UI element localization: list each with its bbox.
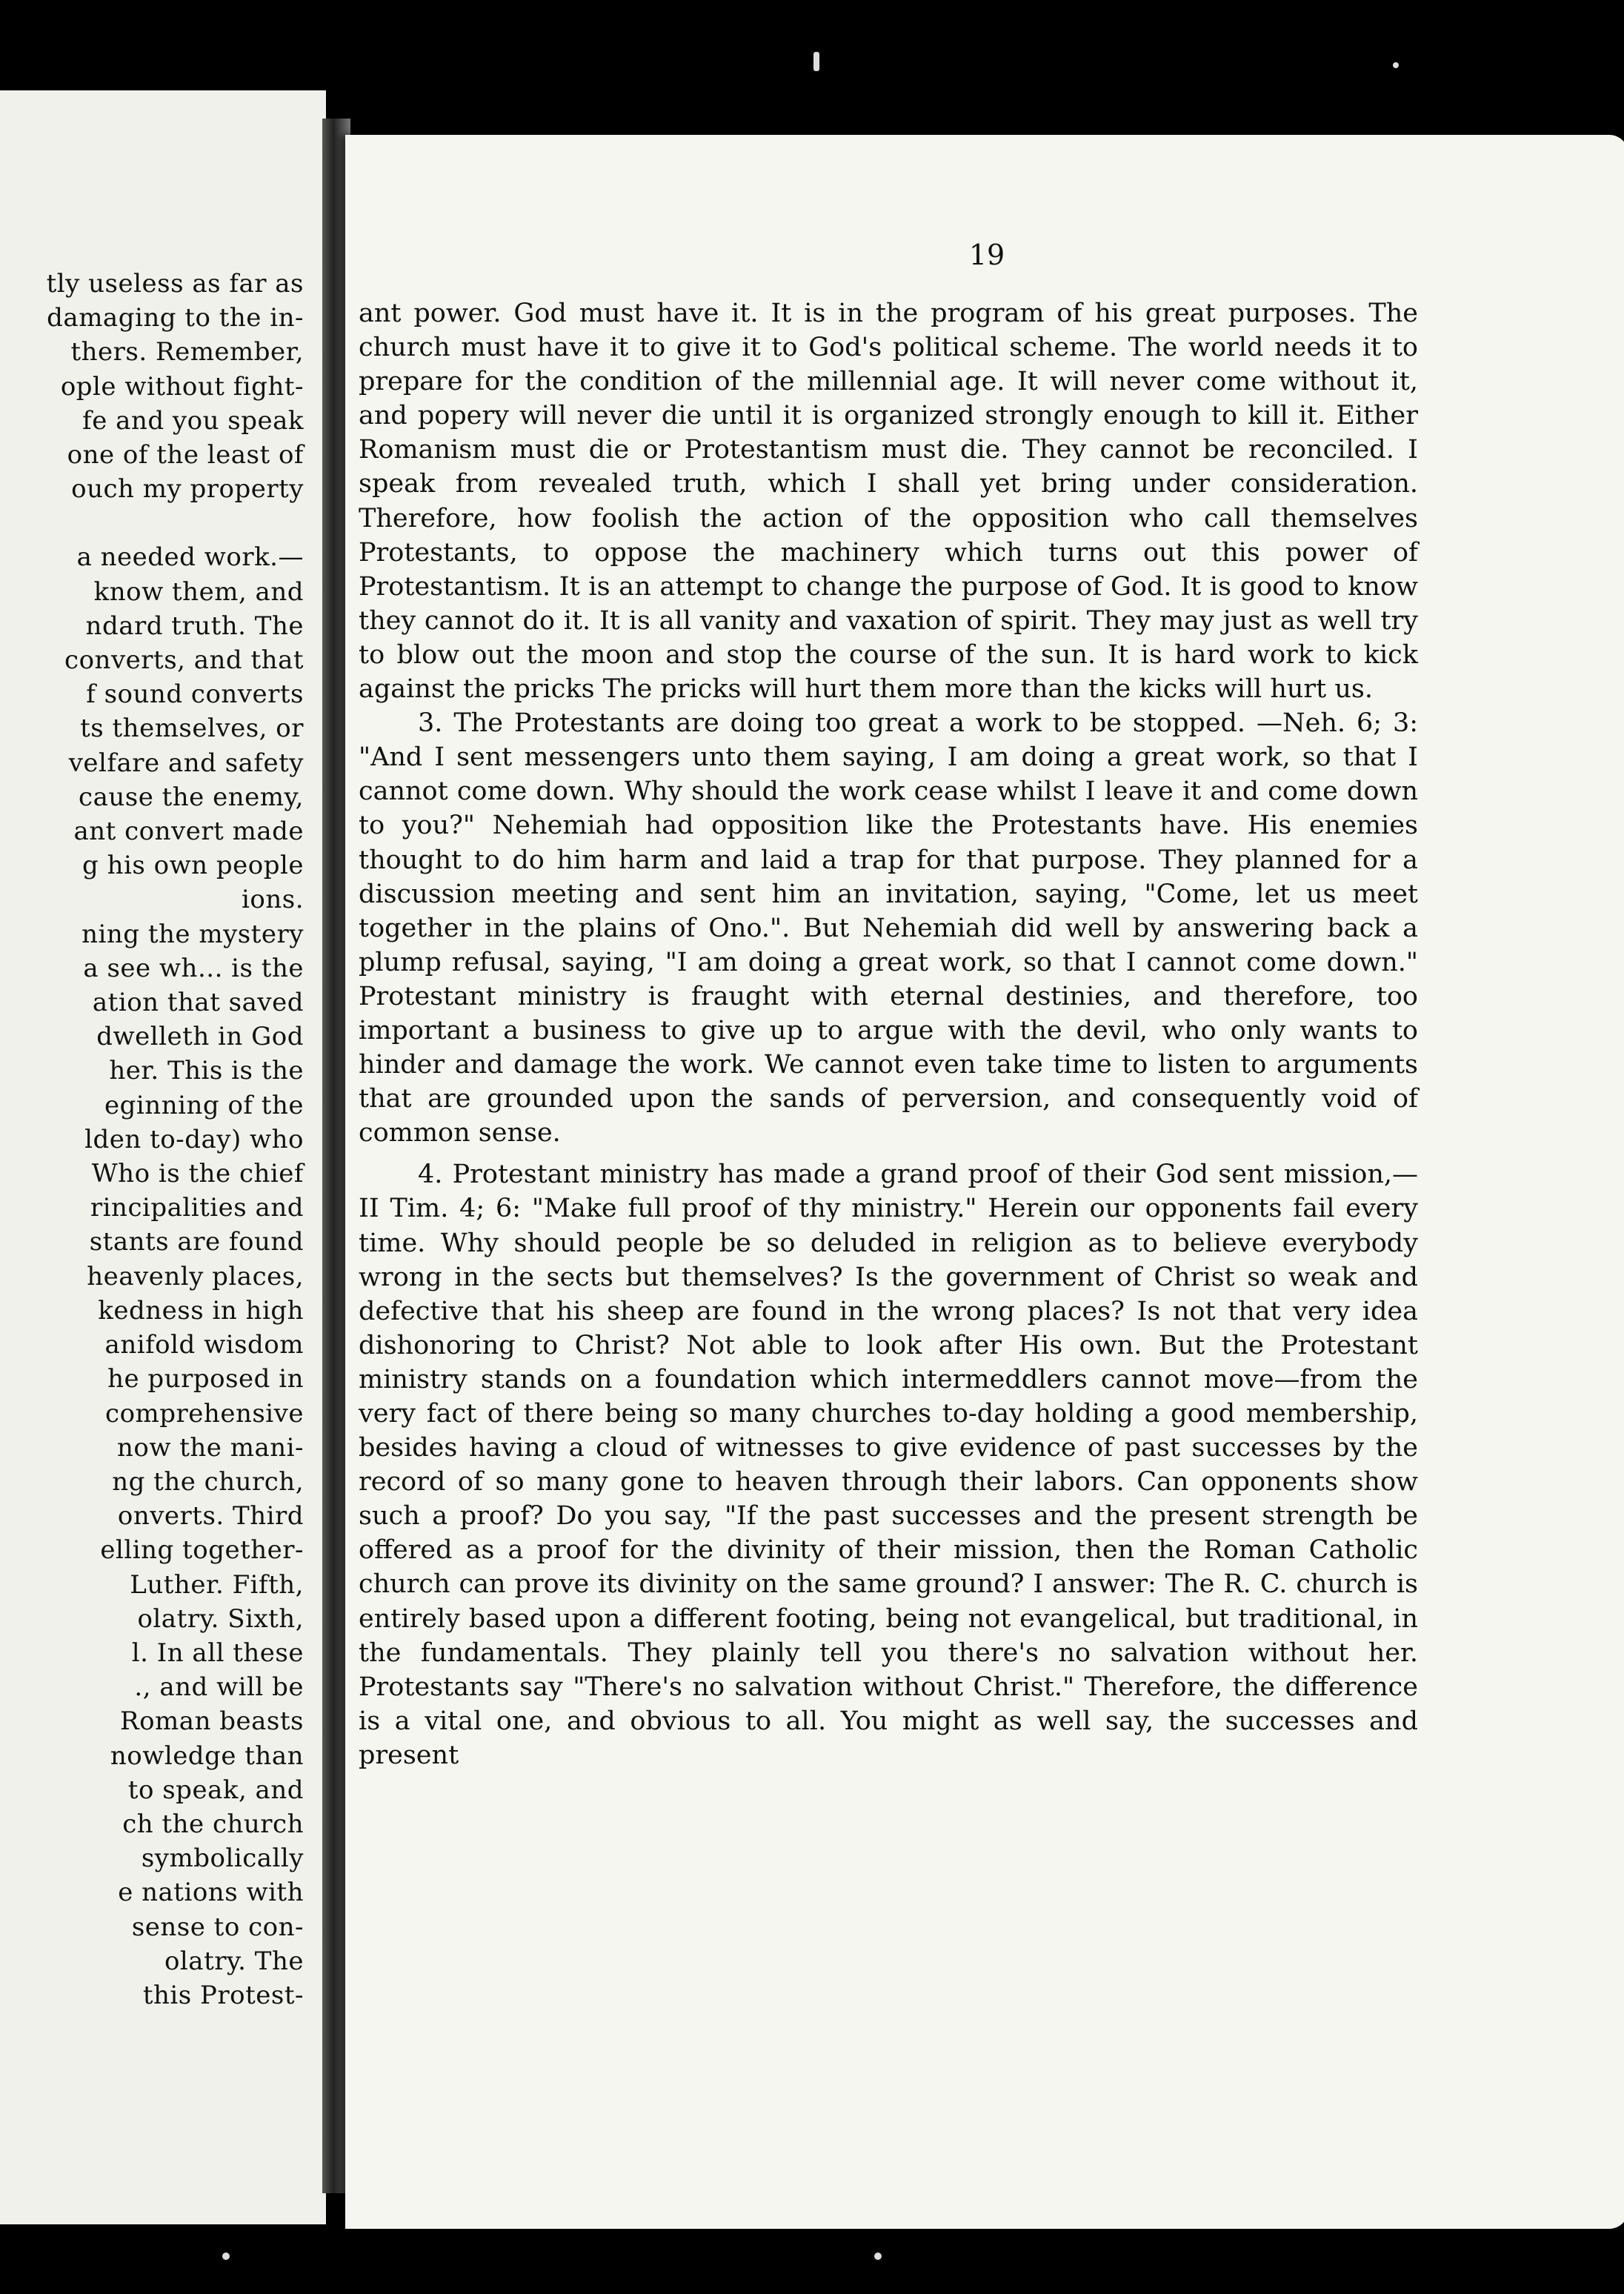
left-page-line: ople without fight-	[60, 371, 304, 402]
paragraph-2: 3. The Protestants are doing too great a work to be stopped. —Neh. 6; 3: "And I sent messengers unto them saying, I am doing a great work, so that I cannot come down. Why should the work cease whilst I leave it and come down to you?" Nehemiah had opposition like the Protestants have. His enemies thought to do him harm and laid a trap for that purpose. They planned for a discussion meeting and sent him an invitation, saying, "Come, let us meet together in the plains of Ono.". But Nehemiah did well by answering back a plump refusal, saying, "I am doing a great work, so that I cannot come down." Protestant ministry is fraught with eternal destinies, and therefore, too important a business to give up to argue with the devil, who only wants to hinder and damage the work. We cannot even take time to listen to arguments that are grounded upon the sands of perversion, and consequently void of common sense.	[359, 708, 1418, 1148]
left-page-line: ning the mystery	[81, 919, 304, 949]
paragraph-3: 4. Protestant ministry has made a grand proof of their God sent mission,—II Tim. 4; 6: "Make full proof of thy ministry." Herein our opponents fail every time. Why should people be so deluded in religion as to believe everybody wrong in the sects but themselves? Is the government of Christ so weak and defective that his sheep are found in the wrong places? Is not that very idea dishonoring to Christ? Not able to look after His own. But the Protestant ministry stands on a foundation which intermeddlers cannot move—from the very fact of there being so many churches to-day holding a good membership, besides having a cloud of witnesses to give evidence of past successes by the record of so many gone to heaven through their labors. Can opponents show such a proof? Do you say, "If the past successes and the present strength be offered as a proof for the divinity of their mission, then the Roman Catholic church can prove its divinity on the same ground? I answer: The R. C. church is entirely based upon a different footing, being not evangelical, but traditional, in the fundamentals. They plainly tell you there's no salvation without her. Protestants say "There's no salvation without Christ." Therefore, the difference is a vital one, and obvious to all. You might as well say, the successes and present	[359, 1160, 1418, 1770]
right-page	[345, 135, 1624, 2229]
left-page-line: ions.	[242, 885, 304, 915]
left-page-line: know them, and	[93, 576, 304, 607]
left-page-line: kedness in high	[98, 1295, 304, 1326]
scan-speck	[813, 52, 819, 71]
left-page-line: he purposed in	[107, 1364, 304, 1394]
left-page-line: a see wh... is the	[83, 953, 304, 983]
left-page-line: ation that saved	[92, 988, 304, 1018]
left-page-line: Roman beasts	[119, 1706, 304, 1737]
left-page-line: nowledge than	[110, 1741, 304, 1771]
left-page-line: ant convert made	[73, 817, 304, 847]
left-page-line: Luther. Fifth,	[130, 1569, 304, 1600]
scan-speck	[222, 2253, 230, 2260]
left-page-line: e nations with	[118, 1878, 304, 1908]
page-number: 19	[968, 239, 1005, 271]
left-page-line: olatry. The	[164, 1946, 304, 1976]
left-page-line: ng the church,	[112, 1466, 304, 1497]
left-page-line: one of the least of	[67, 440, 304, 471]
left-page-line: now the mani-	[116, 1432, 304, 1463]
scan-speck	[874, 2253, 882, 2260]
left-page-line: l. In all these	[131, 1638, 304, 1668]
left-page-line: heavenly places,	[87, 1261, 304, 1291]
left-page-line: lden to-day) who	[84, 1124, 304, 1154]
left-page-line: eginning of the	[104, 1090, 304, 1120]
left-page-line: converts, and that	[64, 645, 304, 676]
left-page-line: tly useless as far as	[46, 269, 304, 299]
left-page-line: thers. Remember,	[70, 337, 304, 368]
left-page-line: comprehensive	[105, 1398, 304, 1429]
left-page-line: anifold wisdom	[104, 1330, 304, 1360]
left-page-line: ndard truth. The	[85, 611, 304, 641]
left-page-line: a needed work.—	[76, 542, 304, 573]
left-page-line: stants are found	[89, 1227, 304, 1257]
left-page-text-column	[0, 267, 304, 2012]
left-page-line: dwelleth in God	[96, 1022, 304, 1052]
left-facing-page	[0, 90, 326, 2224]
left-page-line: onverts. Third	[117, 1501, 304, 1532]
left-page-line: fe and you speak	[82, 405, 304, 436]
scan-speck	[1393, 62, 1399, 68]
left-page-line: to speak, and	[127, 1775, 304, 1805]
left-page-line: elling together-	[100, 1535, 304, 1566]
left-page-line: ts themselves, or	[80, 714, 304, 744]
left-page-line: ch the church	[122, 1809, 304, 1839]
left-page-gap	[0, 506, 304, 540]
left-page-line: her. This is the	[109, 1056, 304, 1086]
left-page-line: Who is the chief	[91, 1159, 304, 1189]
left-page-line: ., and will be	[134, 1672, 304, 1703]
left-page-line: cause the enemy,	[79, 782, 304, 812]
page-body	[359, 296, 1418, 1772]
left-page-line: sense to con-	[131, 1912, 304, 1942]
left-page-line: rincipalities and	[90, 1193, 304, 1223]
left-page-line: olatry. Sixth,	[137, 1603, 304, 1634]
left-page-line: ouch my property	[71, 474, 304, 505]
left-page-line: g his own people	[82, 851, 304, 881]
left-page-line: this Protest-	[142, 1980, 304, 2010]
left-page-line: symbolically	[141, 1843, 304, 1874]
left-page-line: damaging to the in-	[47, 303, 304, 333]
left-page-line: velfare and safety	[68, 748, 304, 778]
paragraph-1: ant power. God must have it. It is in the program of his great purposes. The church must have it to give it to God's political scheme. The world needs it to prepare for the condition of the millennial age. It will never come without it, and popery will never die until it is organized strongly enough to kill it. Either Romanism must die or Protestantism must die. They cannot be reconciled. I speak from revealed truth, which I shall yet bring under consideration. Therefore, how foolish the action of the opposition who call themselves Protestants, to oppose the machinery which turns out this power of Protestantism. It is an attempt to change the purpose of God. It is good to know they cannot do it. It is all vanity and vaxation of spirit. They may just as well try to blow out the moon and stop the course of the sun. It is hard work to kick against the pricks The pricks will hurt them more than the kicks will hurt us.	[359, 299, 1418, 705]
left-page-line: f sound converts	[86, 679, 304, 710]
